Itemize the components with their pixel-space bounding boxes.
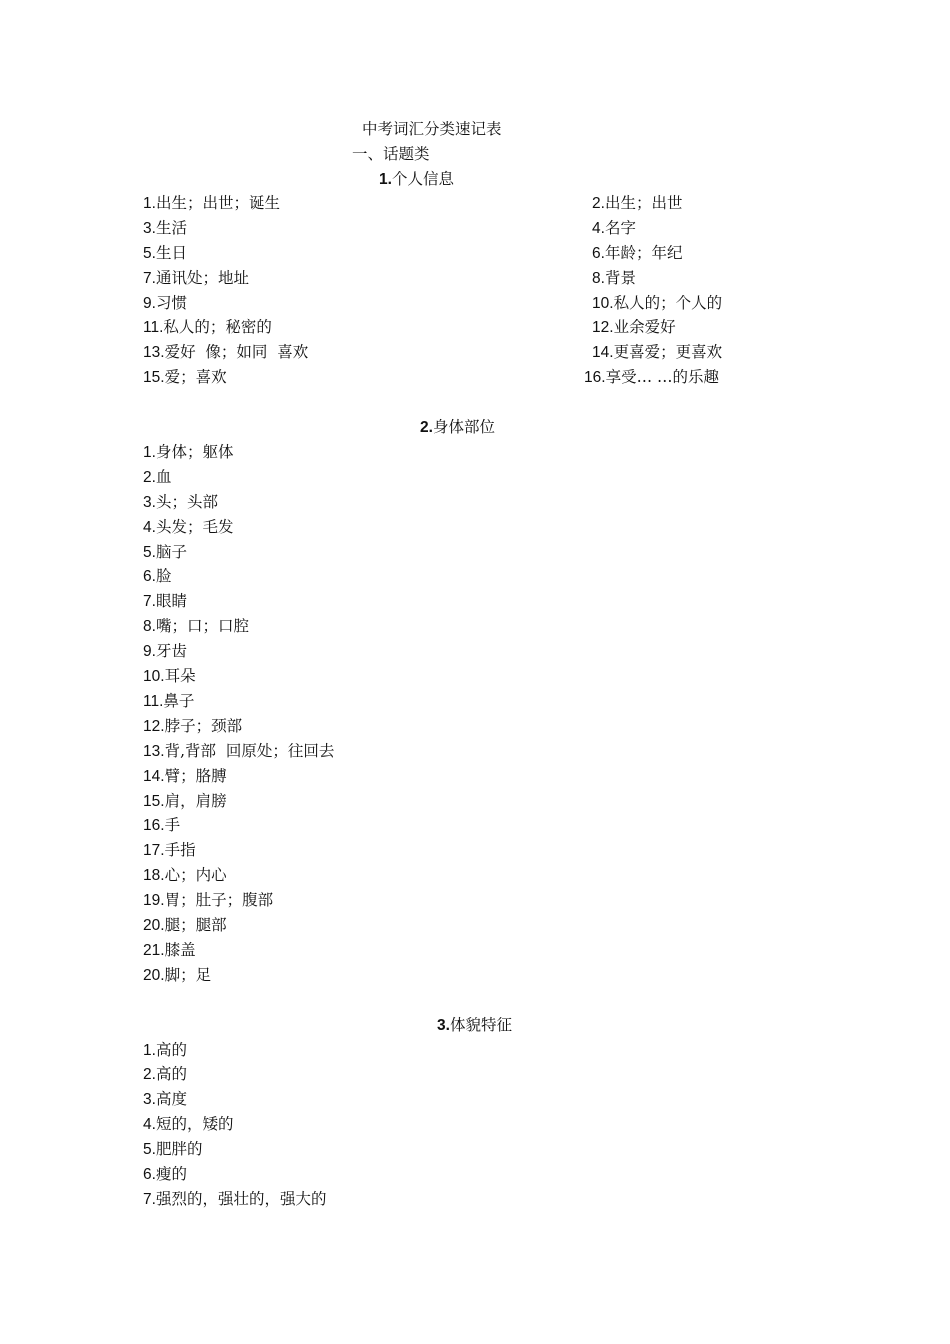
list-item: 2.血 xyxy=(143,468,172,486)
list-item: 15.肩，肩膀 xyxy=(143,792,227,810)
list-item: 3.头；头部 xyxy=(143,493,218,511)
list-item: 6.脸 xyxy=(143,567,172,585)
list-item: 6.年龄；年纪 xyxy=(592,244,683,262)
list-item: 19.胃；肚子；腹部 xyxy=(143,891,274,909)
list-item: 9.习惯 xyxy=(143,294,187,312)
list-item: 14.更喜爱；更喜欢 xyxy=(592,343,723,361)
list-item: 1.高的 xyxy=(143,1041,187,1059)
list-item: 7.通讯处；地址 xyxy=(143,269,249,287)
list-item: 7.强烈的，强壮的，强大的 xyxy=(143,1190,327,1208)
list-item: 13.爱好 像；如同 喜欢 xyxy=(143,343,309,361)
section-title: 体貌特征 xyxy=(449,1016,512,1034)
list-item: 3.高度 xyxy=(143,1090,187,1108)
list-item: 4.头发；毛发 xyxy=(143,518,234,536)
list-item: 14.臂；胳膊 xyxy=(143,767,227,785)
list-item: 3.生活 xyxy=(143,219,187,237)
section-number: 3. xyxy=(437,1017,450,1034)
part-heading: 一、话题类 xyxy=(352,145,430,163)
list-item: 5.脑子 xyxy=(143,543,187,561)
section-heading xyxy=(379,169,454,190)
list-item: 13.背,背部 回原处；往回去 xyxy=(143,742,335,760)
list-item: 12.业余爱好 xyxy=(592,318,676,336)
list-item: 8.嘴；口；口腔 xyxy=(143,617,249,635)
list-item: 2.出生；出世 xyxy=(592,194,683,212)
list-item: 5.肥胖的 xyxy=(143,1140,203,1158)
list-item: 18.心；内心 xyxy=(143,866,227,884)
list-item: 16.享受… …的乐趣 xyxy=(584,368,719,386)
list-item: 21.膝盖 xyxy=(143,941,196,959)
list-item: 1.身体；躯体 xyxy=(143,443,234,461)
list-item: 10.私人的；个人的 xyxy=(592,294,723,312)
section-number: 2. xyxy=(420,419,433,436)
list-item: 4.名字 xyxy=(592,219,636,237)
list-item: 5.生日 xyxy=(143,244,187,262)
list-item: 2.高的 xyxy=(143,1065,187,1083)
list-item: 1.出生；出世；诞生 xyxy=(143,194,280,212)
list-item: 6.瘦的 xyxy=(143,1165,187,1183)
section-heading xyxy=(420,417,495,438)
section-title: 个人信息 xyxy=(391,170,454,188)
list-item: 11.鼻子 xyxy=(143,692,195,710)
list-item: 20.脚；足 xyxy=(143,966,212,984)
section-number: 1. xyxy=(379,171,392,188)
document-title: 中考词汇分类速记表 xyxy=(362,120,502,138)
list-item: 10.耳朵 xyxy=(143,667,196,685)
list-item: 8.背景 xyxy=(592,269,636,287)
list-item: 7.眼睛 xyxy=(143,592,187,610)
list-item: 9.牙齿 xyxy=(143,642,187,660)
list-item: 16.手 xyxy=(143,816,181,834)
section-title: 身体部位 xyxy=(432,418,495,436)
list-item: 17.手指 xyxy=(143,841,196,859)
section-heading xyxy=(437,1015,512,1036)
list-item: 11.私人的；秘密的 xyxy=(143,318,272,336)
list-item: 15.爱；喜欢 xyxy=(143,368,227,386)
list-item: 12.脖子；颈部 xyxy=(143,717,243,735)
list-item: 20.腿；腿部 xyxy=(143,916,227,934)
list-item: 4.短的，矮的 xyxy=(143,1115,234,1133)
